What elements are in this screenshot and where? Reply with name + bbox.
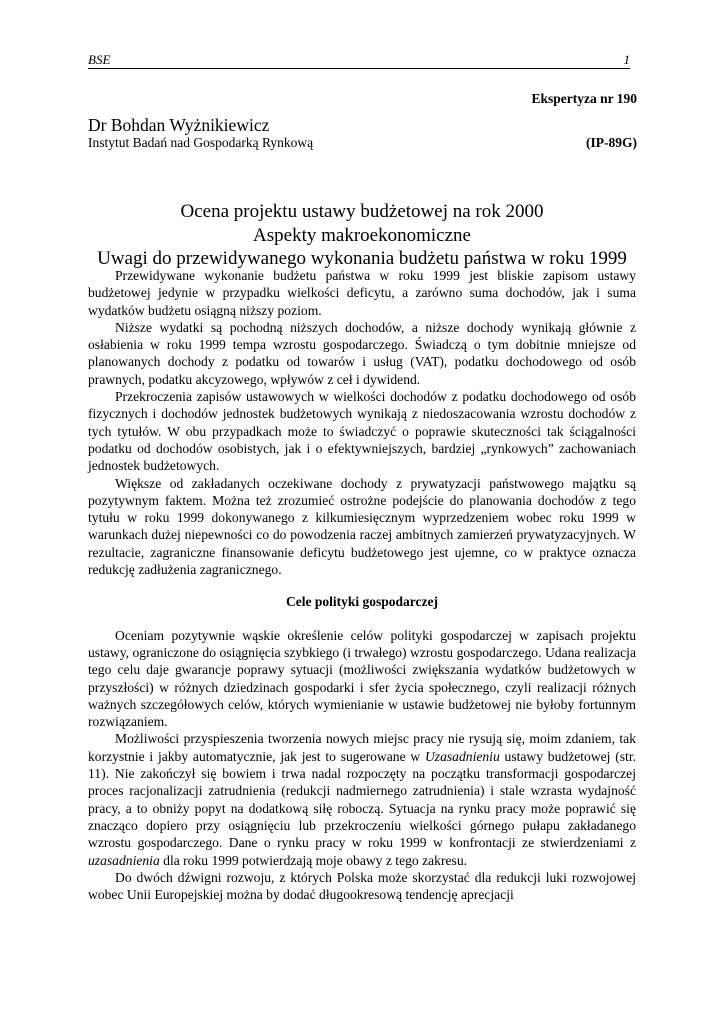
section-title: Uwagi do przewidywanego wykonania budżetu państwa w roku 1999 bbox=[97, 248, 627, 269]
author-institute: Instytut Badań nad Gospodarką Rynkową bbox=[88, 135, 314, 150]
title-block bbox=[60, 200, 664, 271]
paragraph: Przekroczenia zapisów ustawowych w wielkości dochodów z podatku dochodowego od osób fizycznych i dochodów jednostek budżetowych wynikają z niedoszacowania wzrostu dochodów z tych tytułów. W obu przypadkach może to świadczyć o poprawie skuteczności tak ściągalności podatku od dochodów osobistych, jak i o efektywniejszych, bardziej „rynkowych” zachowaniach jednostek budżetowych. bbox=[88, 389, 636, 474]
page-number: 1 bbox=[623, 52, 630, 67]
document-subtitle: Aspekty makroekonomiczne bbox=[253, 224, 471, 246]
italic-reference: Uzasadnieniu bbox=[424, 748, 500, 764]
paragraph-text: dla roku 1999 potwierdzają moje obawy z tego zakresu. bbox=[159, 852, 468, 868]
paragraph: Do dwóch dźwigni rozwoju, z których Polska może skorzystać dla redukcji luki rozwojowej wobec Unii Europejskiej można by dodać długookresową tendencję aprecjacji bbox=[88, 869, 636, 903]
paragraph-text: ustawy budżetowej (str. 11). Nie zakończył się bowiem i trwa nadal rozpoczęty na początku transformacji gospodarczej proces racjonalizacji zatrudnienia (redukcji nadmiernego zatrudnienia) i stale wzrasta wydajność pracy, a to obniży popyt na dodatkową siłę roboczą. Sytuacja na rynku pracy może poprawić się znacząco dopiero przy osiągnięciu lub przekroczeniu wielkości górnego pułapu zakładanego wzrostu gospodarczego. Dane o rynku pracy w roku 1999 w konfrontacji ze stwierdzeniami z bbox=[88, 748, 636, 851]
author-name: Dr Bohdan Wyżnikiewicz bbox=[88, 115, 270, 135]
running-header bbox=[88, 52, 630, 69]
document-code: (IP-89G) bbox=[586, 135, 637, 150]
paragraph-text: Możliwości przyspieszenia tworzenia nowych miejsc pracy nie rysują się, moim zdaniem, tak korzystnie i jakby automatycznie, jak jest to sugerowane w bbox=[88, 731, 636, 764]
paragraph: Przewidywane wykonanie budżetu państwa w roku 1999 jest bliskie zapisom ustawy budżetowej jedynie w przypadku wielkości deficytu, a zarówno suma dochodów, jak i suma wydatków budżetu osiągną niższy poziom. bbox=[88, 268, 636, 318]
body-text bbox=[88, 267, 636, 903]
paragraph: Większe od zakładanych oczekiwane dochody z prywatyzacji państwowego majątku są pozytywnym faktem. Można też zrozumieć ostrożne podejście do planowania dochodów z tego tytułu w roku 1999 dokonywanego z kilkumiesięcznym wyprzedzeniem wobec roku 1999 w warunkach dużej niepewności co do powodzenia raczej ambitnych zamierzeń prywatyzacyjnych. W rezultacie, zagraniczne finansowanie deficytu budżetowego jest ujemne, co w praktyce oznacza redukcję zadłużenia zagranicznego. bbox=[88, 475, 636, 578]
italic-reference: uzasadnienia bbox=[88, 852, 160, 868]
paragraph: Niższe wydatki są pochodną niższych dochodów, a niższe dochody wynikają głównie z osłabienia w roku 1999 tempa wzrostu gospodarczego. Świadczą o tym dobitnie mniejsze od planowanych dochody z podatku od towarów i usług (VAT), podatku dochodowego od osób prawnych, podatku akcyzowego, wpływów z ceł i dywidend. bbox=[88, 319, 636, 387]
paragraph: Oceniam pozytywnie wąskie określenie celów polityki gospodarczej w zapisach projektu ustawy, ograniczone do osiągnięcia szybkiego (i trwałego) wzrostu gospodarczego. Udana realizacja tego celu daje gwarancje poprawy sytuacji (możliwości zwiększania wydatków budżetowych w przyszłości) w różnych dziedzinach gospodarki i sfer życia społecznego, czyli realizacji różnych ważnych szczegółowych celów, których wymienianie w ustawie budżetowej nie byłoby fortunnym rozwiązaniem. bbox=[88, 627, 636, 730]
paragraph bbox=[88, 730, 636, 868]
header-left-text: BSE bbox=[88, 52, 111, 67]
document-title: Ocena projektu ustawy budżetowej na rok 2000 bbox=[180, 201, 544, 222]
expertise-number: Ekspertyza nr 190 bbox=[531, 91, 637, 106]
section-heading: Cele polityki gospodarczej bbox=[286, 594, 438, 610]
